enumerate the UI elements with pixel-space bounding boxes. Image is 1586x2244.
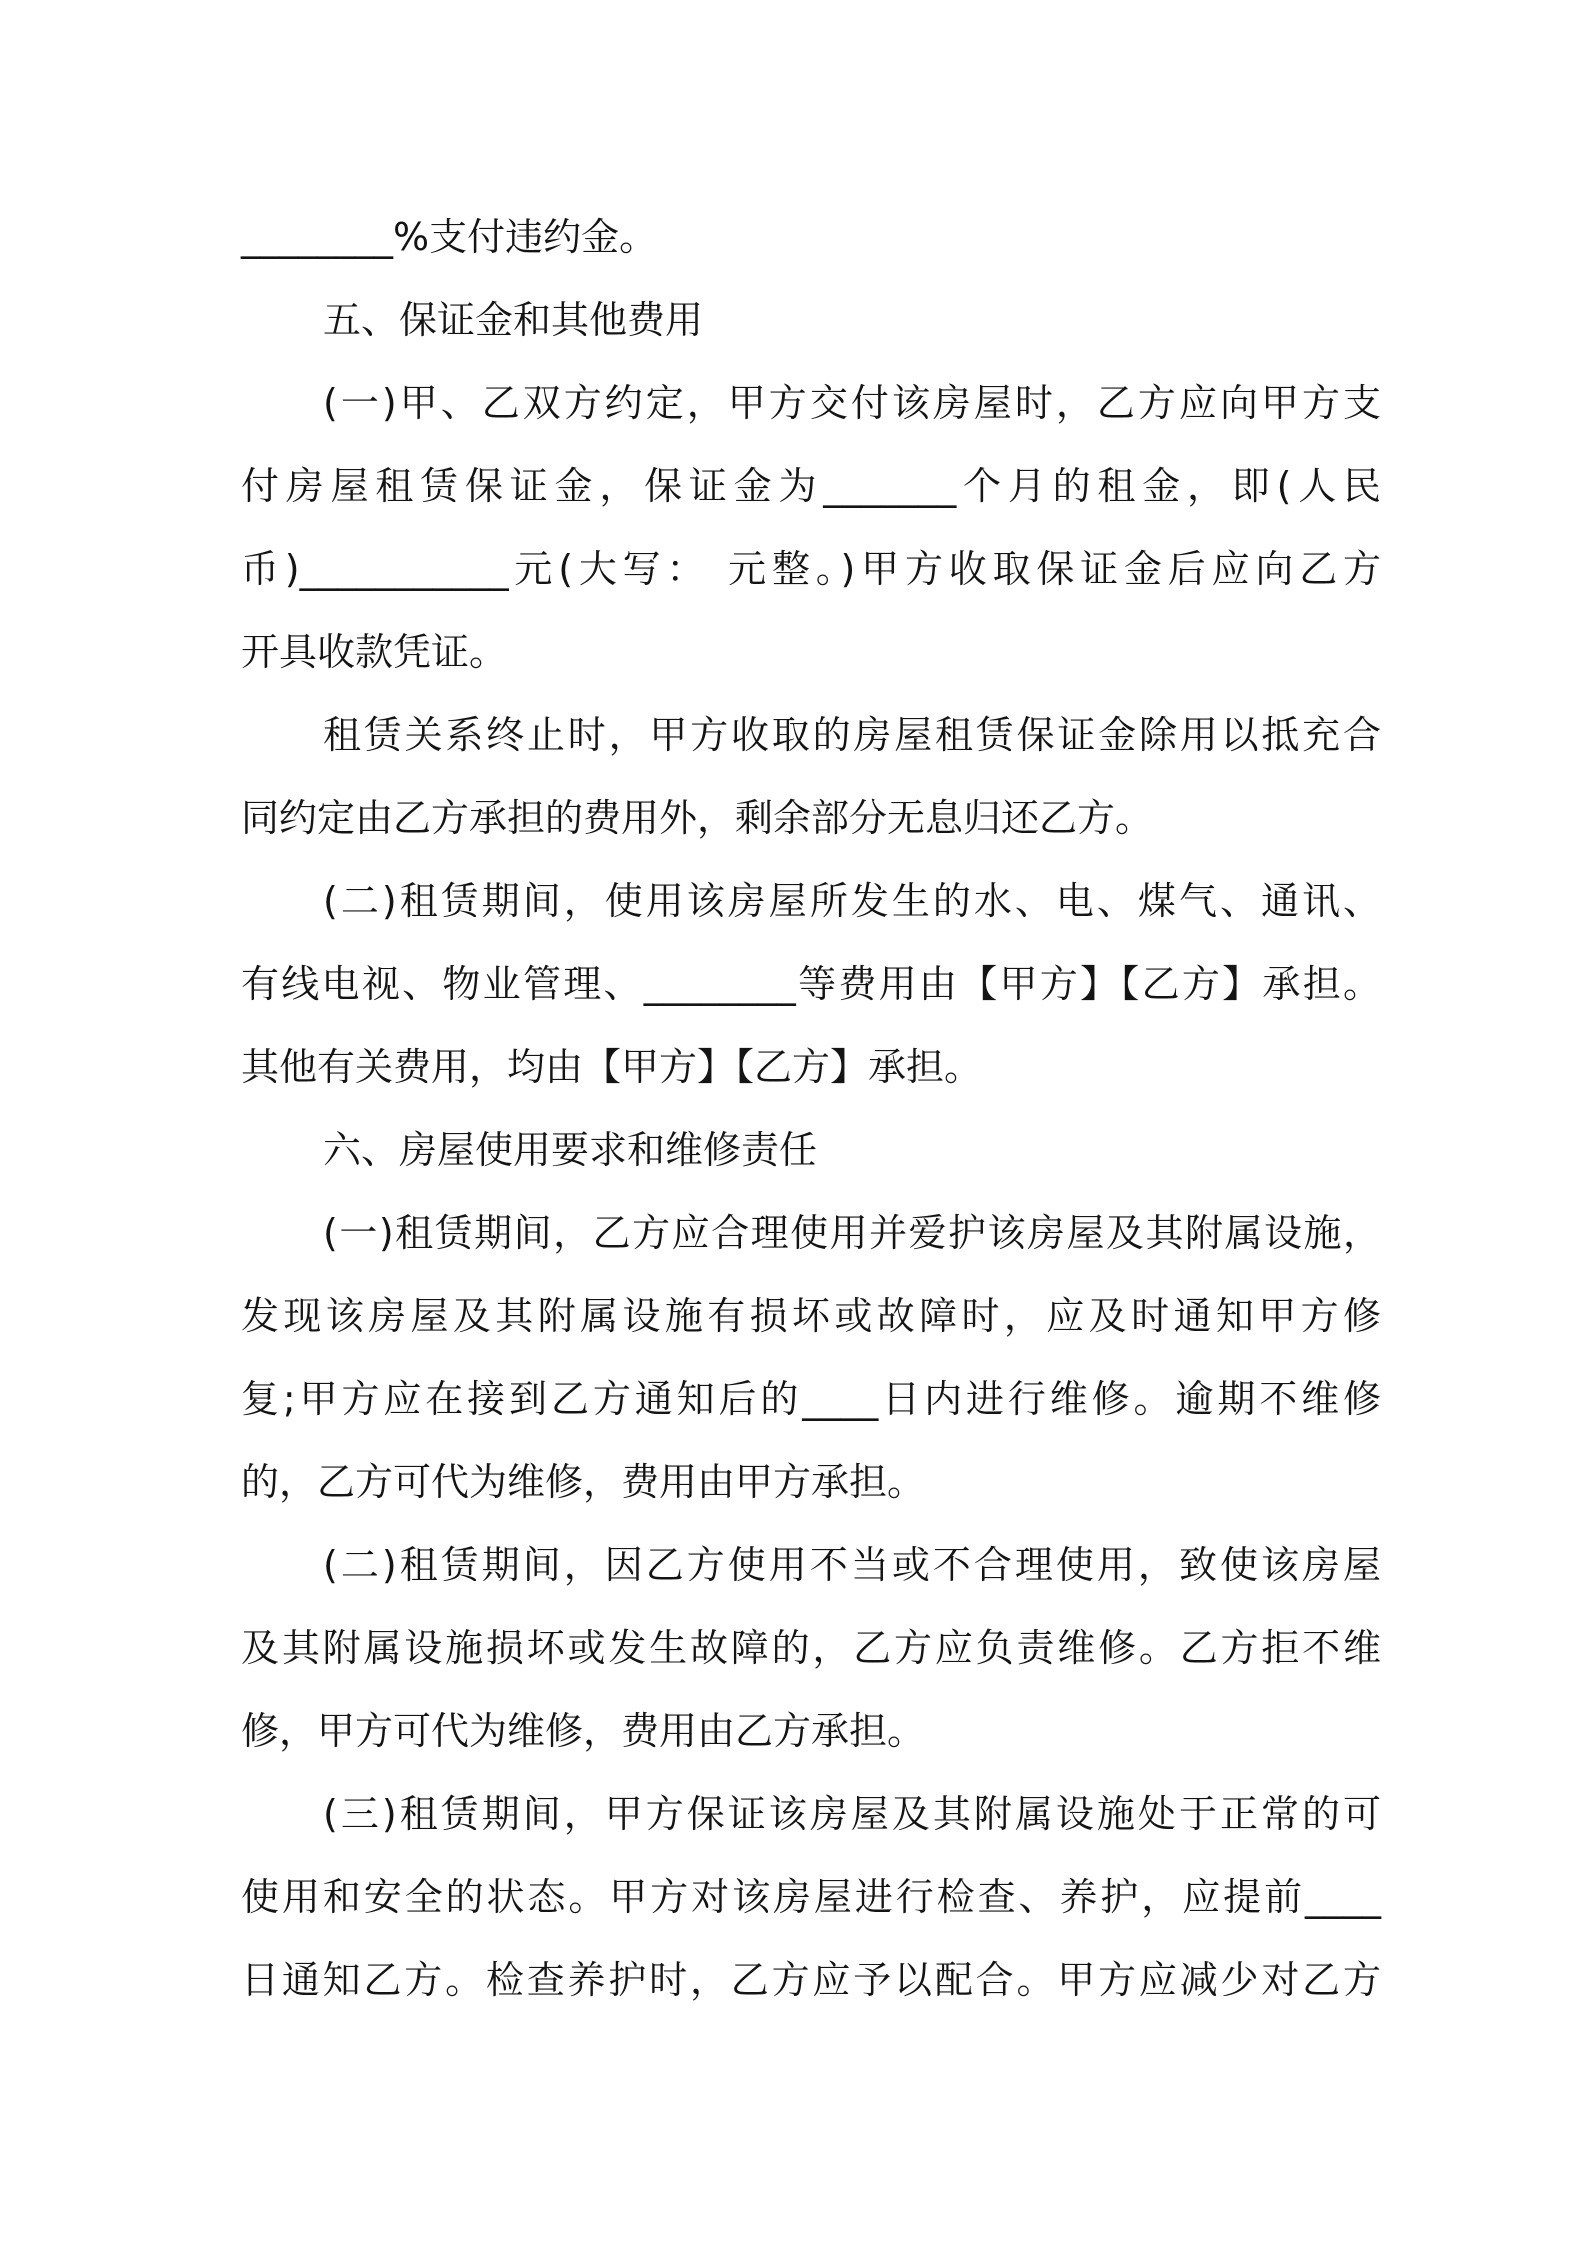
text-line: 复;甲方应在接到乙方通知后的____日内进行维修。逾期不维修 bbox=[241, 1377, 1381, 1421]
text-line: (一)租赁期间，乙方应合理使用并爱护该房屋及其附属设施， bbox=[323, 1211, 1381, 1255]
section-heading: 六、房屋使用要求和维修责任 bbox=[323, 1128, 818, 1172]
text-line: 修，甲方可代为维修，费用由乙方承担。 bbox=[241, 1709, 926, 1753]
text-line: 有线电视、物业管理、________等费用由【甲方】【乙方】承担。 bbox=[241, 962, 1381, 1006]
text-line: 开具收款凭证。 bbox=[241, 630, 508, 674]
text-line: 发现该房屋及其附属设施有损坏或故障时，应及时通知甲方修 bbox=[241, 1294, 1381, 1338]
text-line: (一)甲、乙双方约定，甲方交付该房屋时，乙方应向甲方支 bbox=[323, 381, 1381, 425]
text-line: 同约定由乙方承担的费用外，剩余部分无息归还乙方。 bbox=[241, 796, 1154, 840]
text-line: (三)租赁期间，甲方保证该房屋及其附属设施处于正常的可 bbox=[323, 1792, 1381, 1836]
text-line: 的，乙方可代为维修，费用由甲方承担。 bbox=[241, 1460, 926, 1504]
text-line: 日通知乙方。检查养护时，乙方应予以配合。甲方应减少对乙方 bbox=[241, 1958, 1381, 2002]
text-line: 币)___________元(大写： 元整。)甲方收取保证金后应向乙方 bbox=[241, 547, 1381, 591]
text-line: (二)租赁期间，使用该房屋所发生的水、电、煤气、通讯、 bbox=[323, 879, 1381, 923]
text-line: ________%支付违约金。 bbox=[241, 215, 658, 259]
text-line: (二)租赁期间，因乙方使用不当或不合理使用，致使该房屋 bbox=[323, 1543, 1381, 1587]
text-line: 及其附属设施损坏或发生故障的，乙方应负责维修。乙方拒不维 bbox=[241, 1626, 1381, 1670]
text-line: 其他有关费用，均由【甲方】【乙方】承担。 bbox=[241, 1045, 983, 1089]
contract-text bbox=[241, 196, 1381, 2022]
text-line: 使用和安全的状态。甲方对该房屋进行检查、养护，应提前____ bbox=[241, 1875, 1381, 1919]
section-heading: 五、保证金和其他费用 bbox=[323, 298, 704, 342]
text-line: 付房屋租赁保证金，保证金为_______个月的租金，即(人民 bbox=[241, 464, 1381, 508]
text-line: 租赁关系终止时，甲方收取的房屋租赁保证金除用以抵充合 bbox=[323, 713, 1381, 757]
